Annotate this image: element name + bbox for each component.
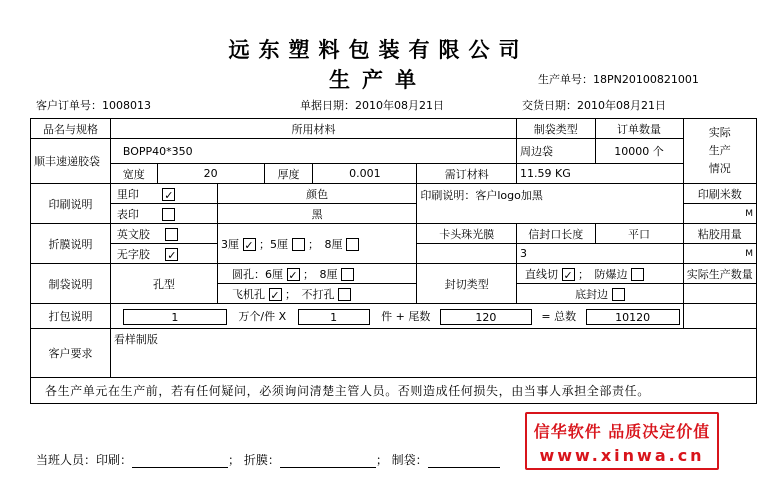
pack-tail-field[interactable]: 120 bbox=[440, 309, 532, 325]
print-label-cell: 印刷说明 bbox=[31, 184, 111, 224]
watermark-line1: 信华软件 品质决定价值 bbox=[533, 422, 711, 441]
no-hole-checkbox[interactable] bbox=[338, 288, 351, 301]
no-hole-label: ； 不打孔 bbox=[285, 287, 335, 301]
bag-signer-line[interactable] bbox=[428, 455, 500, 468]
inner-print-cell bbox=[110, 184, 217, 204]
round-8li-checkbox[interactable] bbox=[341, 268, 354, 281]
opt-3li-checkbox[interactable]: ✓ bbox=[244, 239, 254, 252]
need-material-value-cell: 11.59 KG bbox=[517, 164, 757, 184]
no-text-glue-cell bbox=[110, 244, 217, 264]
opt-5li-label: ；5厘 bbox=[259, 237, 288, 251]
straight-cut-cell bbox=[517, 264, 684, 284]
product-name-cell: 顺丰速递胶袋 bbox=[31, 139, 111, 184]
production-number-label: 生产单号： bbox=[538, 73, 593, 86]
material-label-cell: 所用材料 bbox=[110, 119, 516, 139]
order-qty-value-cell: 10000 个 bbox=[595, 139, 683, 164]
bead-film-label-cell: 卡头珠光膜 bbox=[417, 224, 517, 244]
english-glue-checkbox[interactable] bbox=[165, 228, 178, 241]
inner-print-checkbox[interactable]: ✓ bbox=[164, 189, 174, 202]
opt-3li-label: 3厘 bbox=[221, 237, 239, 251]
bottom-seal-cell bbox=[517, 284, 684, 304]
production-form-table bbox=[30, 118, 757, 404]
pack-tail-label: 件 + 尾数 bbox=[381, 309, 431, 323]
print-meters-unit-cell: M bbox=[683, 204, 756, 224]
print-meters-label-cell: 印刷米数 bbox=[683, 184, 756, 204]
round-8li-label: ； 8厘 bbox=[303, 267, 338, 281]
english-glue-cell bbox=[110, 224, 217, 244]
actual-qty-label-cell: 实际生产数量 bbox=[683, 264, 756, 284]
seal-length-label-cell bbox=[517, 224, 595, 244]
need-material-label-cell: 需订材料 bbox=[417, 164, 517, 184]
film-signer-line[interactable] bbox=[280, 455, 376, 468]
plane-hole-cell bbox=[218, 284, 417, 304]
surface-print-label: 表印 bbox=[116, 207, 139, 221]
thickness-label-cell: 厚度 bbox=[264, 164, 313, 184]
delivery-date bbox=[522, 97, 666, 113]
delivery-date-label: 交货日期： bbox=[522, 99, 577, 112]
opt-8li-label: ； 8厘 bbox=[308, 237, 343, 251]
actual-production-cell: 实际 生产 情况 bbox=[683, 119, 756, 184]
pack-label-cell: 打包说明 bbox=[31, 304, 111, 329]
anti-burst-checkbox[interactable] bbox=[631, 268, 644, 281]
cut-type-cell: 封切类型 bbox=[417, 264, 517, 304]
surface-print-cell bbox=[110, 204, 217, 224]
seal-length-value-cell: 3 bbox=[517, 244, 684, 264]
pack-extra-cell bbox=[683, 304, 756, 329]
order-date-value: 2010年08月21日 bbox=[355, 99, 444, 112]
pack-unit-label: 万个/件 X bbox=[238, 309, 287, 323]
opt-5li-checkbox[interactable] bbox=[292, 238, 305, 251]
footer-signatures bbox=[36, 451, 500, 468]
order-qty-label-cell: 订单数量 bbox=[595, 119, 683, 139]
bag-type-label-cell: 制袋类型 bbox=[517, 119, 595, 139]
watermark-line2: www.xinwa.cn bbox=[539, 446, 705, 465]
shift-label: 当班人员： bbox=[36, 453, 97, 467]
actual-qty-value-cell bbox=[683, 284, 756, 304]
plane-hole-label: 飞机孔 bbox=[232, 287, 265, 301]
film-signer-label: ； 折膜： bbox=[228, 453, 280, 467]
width-value-cell: 20 bbox=[157, 164, 264, 184]
thickness-value-cell: 0.001 bbox=[313, 164, 417, 184]
customer-req-value-cell: 看样制版 bbox=[110, 329, 756, 378]
notice-cell: 各生产单元在生产前，若有任何疑问，必须询问清楚主管人员。否则造成任何损失，由当事人承担全部责任。 bbox=[31, 378, 757, 404]
company-name: 远东塑料包装有限公司 bbox=[228, 38, 529, 62]
round-hole-checkbox[interactable]: ✓ bbox=[288, 269, 298, 282]
film-label-cell: 折膜说明 bbox=[31, 224, 111, 264]
order-date-label: 单据日期： bbox=[300, 99, 355, 112]
order-date bbox=[300, 97, 444, 113]
customer-order bbox=[36, 97, 151, 113]
print-note-cell: 印刷说明：客户logo加黑 bbox=[417, 184, 683, 224]
pack-total-label: = 总数 bbox=[541, 309, 577, 323]
round-hole-cell bbox=[218, 264, 417, 284]
customer-order-value: 1008013 bbox=[102, 99, 151, 112]
inner-print-label: 里印 bbox=[116, 187, 139, 201]
opt-8li-checkbox[interactable] bbox=[346, 238, 359, 251]
product-label-cell: 品名与规格 bbox=[31, 119, 111, 139]
width-label-cell: 宽度 bbox=[110, 164, 157, 184]
bag-type-value-cell: 周边袋 bbox=[517, 139, 595, 164]
pack-pieces-field[interactable]: 1 bbox=[298, 309, 370, 325]
bag-signer-label: ； 制袋： bbox=[375, 453, 428, 467]
delivery-date-value: 2010年08月21日 bbox=[577, 99, 666, 112]
pack-qty-field[interactable]: 1 bbox=[123, 309, 227, 325]
plane-hole-checkbox[interactable]: ✓ bbox=[270, 289, 280, 302]
color-value-cell: 黑 bbox=[218, 204, 417, 224]
watermark-stamp bbox=[525, 412, 719, 470]
customer-req-label-cell: 客户要求 bbox=[31, 329, 111, 378]
seal-length-label: 信封口长度 bbox=[528, 227, 584, 241]
round-hole-label: 圆孔：6厘 bbox=[232, 267, 283, 281]
straight-cut-label: 直线切 bbox=[525, 267, 559, 281]
english-glue-label: 英文胶 bbox=[116, 227, 150, 241]
bottom-seal-checkbox[interactable] bbox=[612, 288, 625, 301]
film-thickness-cell bbox=[218, 224, 417, 264]
straight-cut-checkbox[interactable]: ✓ bbox=[563, 269, 573, 282]
customer-order-label: 客户订单号： bbox=[36, 99, 102, 112]
pack-detail-cell bbox=[110, 304, 683, 329]
production-number-value: 18PN20100821001 bbox=[593, 73, 699, 86]
no-text-glue-label: 无字胶 bbox=[116, 247, 150, 261]
flat-label-cell: 平口 bbox=[595, 224, 683, 244]
document-title: 生产单 bbox=[329, 68, 428, 92]
surface-print-checkbox[interactable] bbox=[162, 208, 175, 221]
pack-total-field[interactable]: 10120 bbox=[586, 309, 680, 325]
anti-burst-label: ； 防爆边 bbox=[578, 267, 628, 281]
bottom-seal-label: 底封边 bbox=[575, 287, 609, 301]
print-signer-label: 印刷： bbox=[96, 453, 133, 467]
bead-film-value-cell bbox=[417, 244, 517, 264]
color-label-cell: 颜色 bbox=[218, 184, 417, 204]
bag-label-cell: 制袋说明 bbox=[31, 264, 111, 304]
material-value-cell: BOPP40*350 bbox=[110, 139, 516, 164]
no-text-glue-checkbox[interactable]: ✓ bbox=[167, 249, 177, 262]
glue-amount-label-cell: 粘胶用量 bbox=[683, 224, 756, 244]
production-number bbox=[538, 71, 699, 87]
print-signer-line[interactable] bbox=[132, 455, 228, 468]
hole-type-cell: 孔型 bbox=[110, 264, 217, 304]
glue-unit-cell: M bbox=[683, 244, 756, 264]
